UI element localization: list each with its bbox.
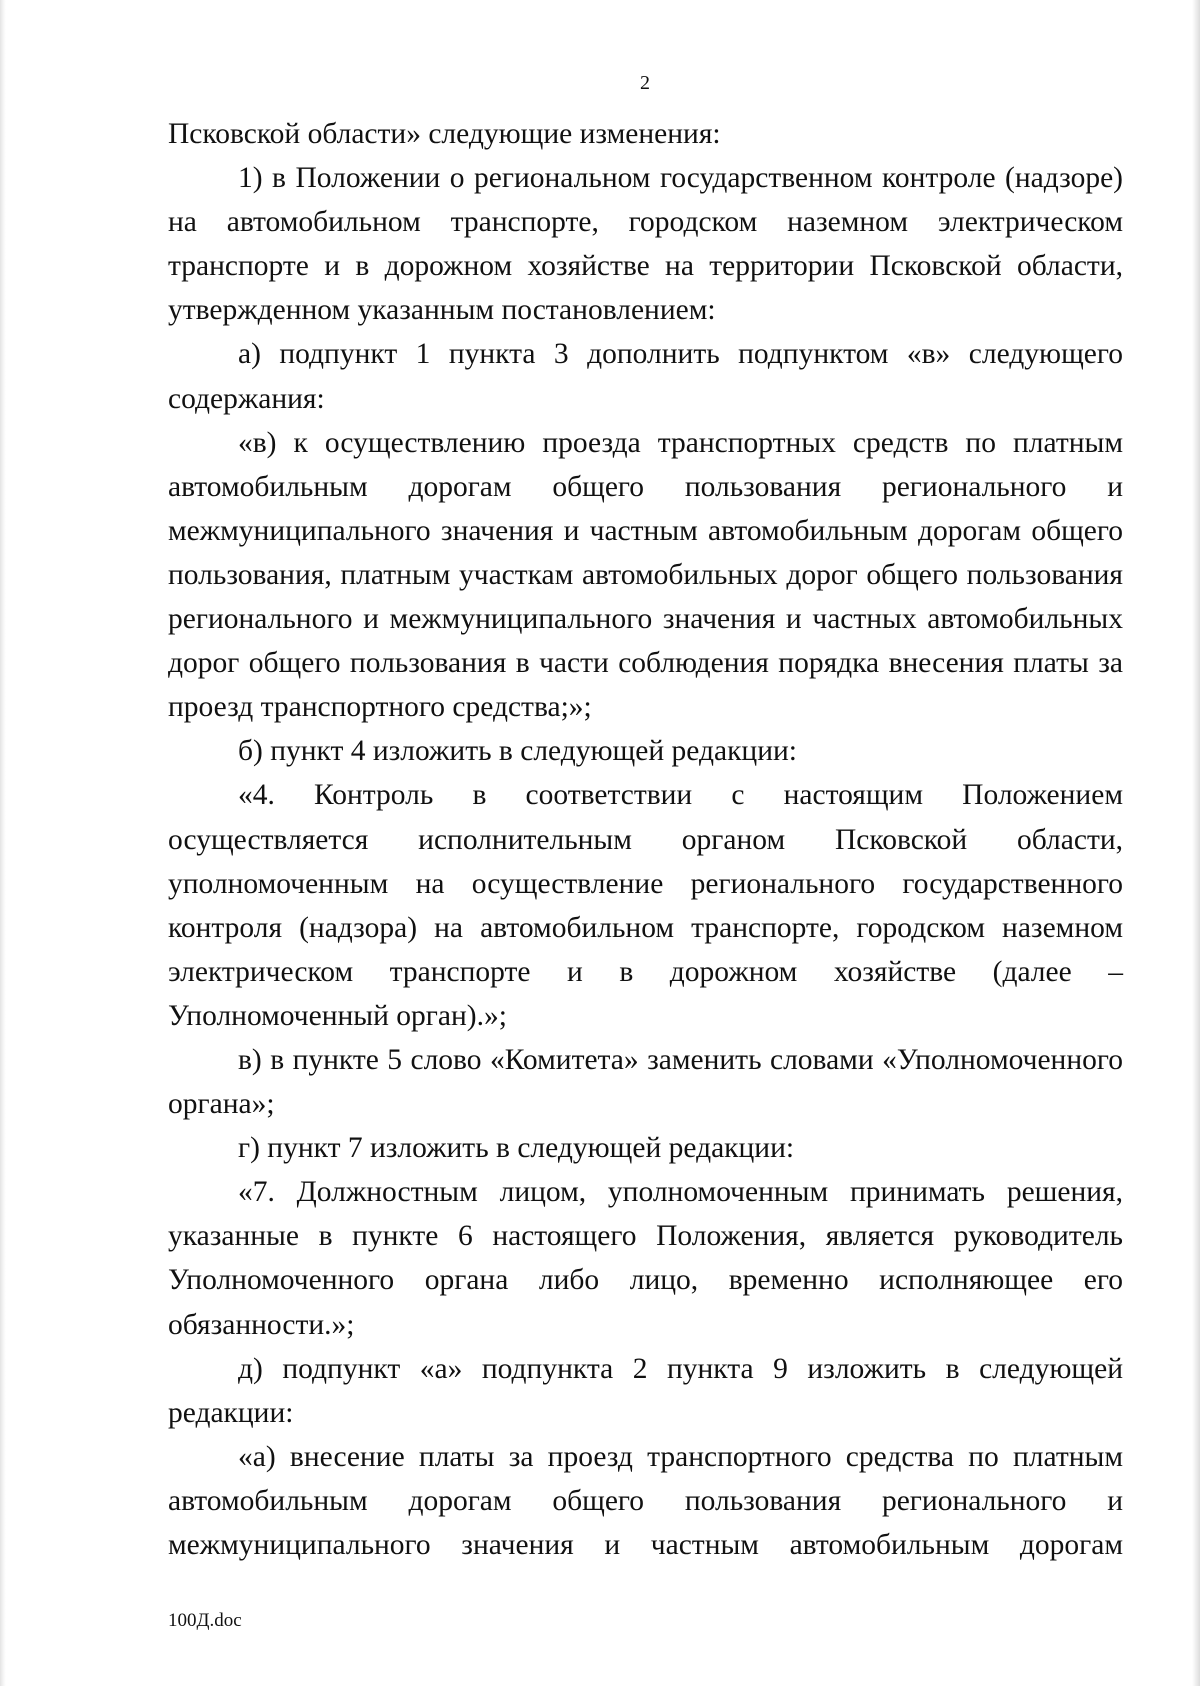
paragraph-subitem-g: г) пункт 7 изложить в следующей редакции: [238, 1132, 795, 1165]
paragraph-quote-v: «в) к осуществлению проезда транспортных средств по платным автомобильным дорогам общего пользования регионального и межмуниципального значения и частным автомобильным дорогам общего пользования, платным участкам автомобильных дорог общего пользования регионального и межмуниципального значения и частных автомобильных дорог общего пользования в части соблюдения порядка внесения платы за проезд транспортного средства;»; [168, 426, 1123, 724]
paragraph-quote-a: «а) внесение платы за проезд транспортного средства по платным автомобильным дорогам общего пользования регионального и межмуниципального значения и частным автомобильным дорогам [168, 1440, 1123, 1561]
paragraph-quote-4: «4. Контроль в соответствии с настоящим Положением осуществляется исполнительным органом Псковской области, уполномоченным на осуществление регионального государственного контроля (надзора) на автомобильном транспорте, городском наземном электрическом транспорте и в дорожном хозяйстве (далее – Уполномоченный орган).»; [168, 779, 1123, 1032]
scan-edge-right [1192, 0, 1200, 1686]
page-number: 2 [640, 72, 650, 94]
document-body [168, 112, 1123, 1567]
paragraph-subitem-d: д) подпункт «а» подпункта 2 пункта 9 изложить в следующей редакции: [168, 1352, 1123, 1429]
scan-edge-left [0, 0, 6, 1686]
paragraph-subitem-a: а) подпункт 1 пункта 3 дополнить подпунктом «в» следующего содержания: [168, 338, 1123, 415]
paragraph-intro: Псковской области» следующие изменения: [168, 118, 721, 150]
paragraph-quote-7: «7. Должностным лицом, уполномоченным принимать решения, указанные в пункте 6 настоящего Положения, является руководитель Уполномоченного органа либо лицо, временно исполняющее его обязанности.»; [168, 1176, 1123, 1341]
paragraph-subitem-b: б) пункт 4 изложить в следующей редакции: [238, 735, 797, 768]
paragraph-item-1: 1) в Положении о региональном государственном контроле (надзоре) на автомобильном транспорте, городском наземном электрическом транспорте и в дорожном хозяйстве на территории Псковской области, утвержденном указанным постановлением: [168, 162, 1123, 327]
paragraph-subitem-v: в) в пункте 5 слово «Комитета» заменить словами «Уполномоченного органа»; [168, 1043, 1123, 1121]
footer-file-name: 100Д.doc [168, 1610, 242, 1631]
